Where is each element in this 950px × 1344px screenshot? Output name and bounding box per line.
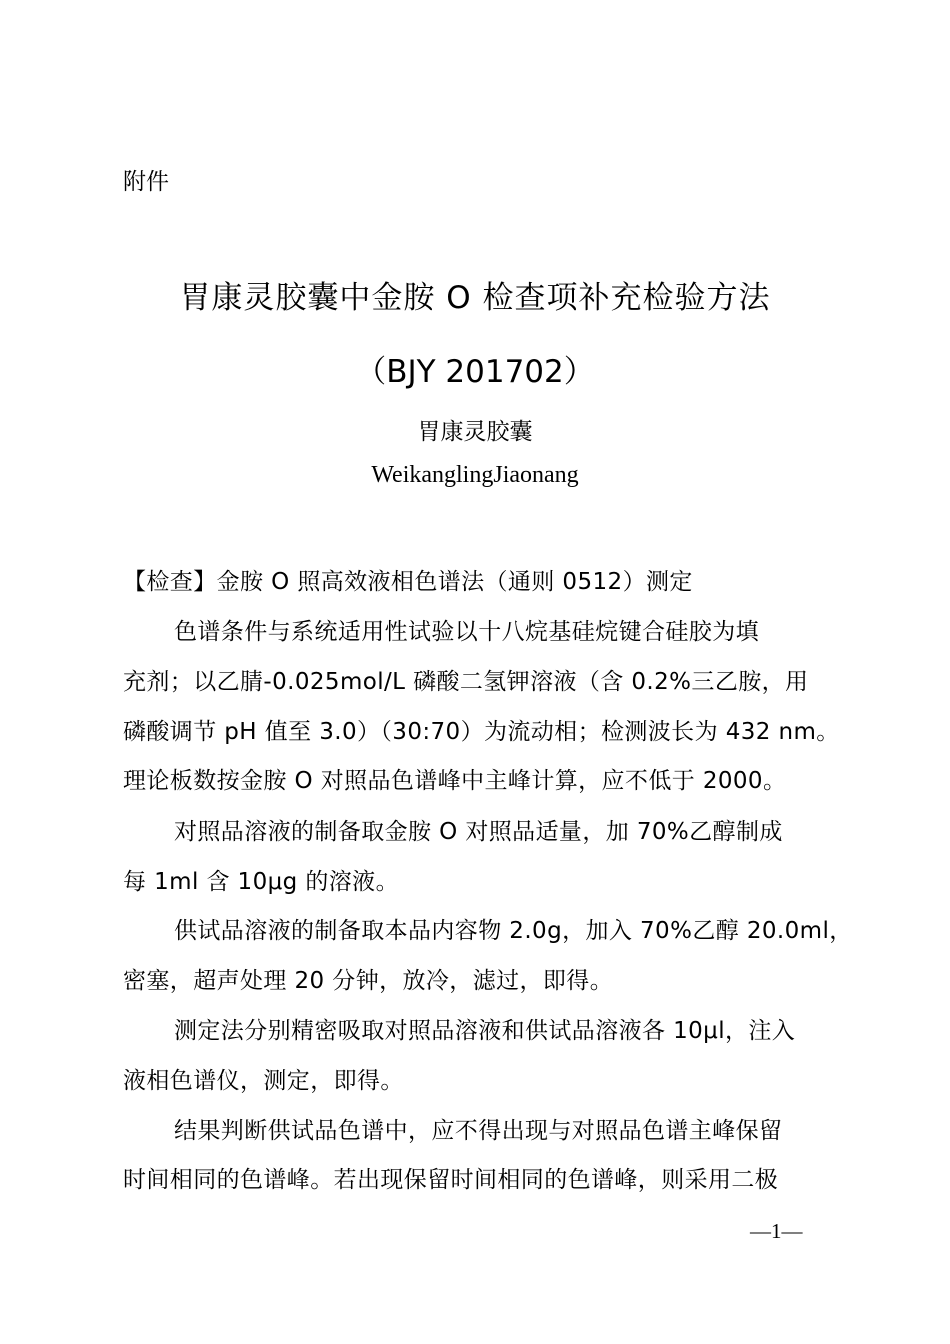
page-number: —1— (750, 1219, 803, 1243)
body-line: 液相色谱仪，测定，即得。 (123, 1068, 404, 1094)
body-line: 供试品溶液的制备取本品内容物 2.0g，加入 70%乙醇 20.0ml， (174, 918, 853, 944)
attachment-label: 附件 (123, 169, 169, 195)
drug-name: 胃康灵胶囊 (417, 419, 533, 445)
body-line-inspection: 【检查】金胺 O 照高效液相色谱法（通则 0512）测定 (123, 569, 693, 595)
document-title: 胃康灵胶囊中金胺 O 检查项补充检验方法 (179, 280, 771, 316)
body-line: 充剂；以乙腈-0.025mol/L 磷酸二氢钾溶液（含 0.2%三乙胺，用 (123, 669, 809, 695)
body-line: 对照品溶液的制备取金胺 O 对照品适量，加 70%乙醇制成 (174, 819, 783, 845)
body-line: 结果判断供试品色谱中，应不得出现与对照品色谱主峰保留 (174, 1118, 783, 1144)
body-line: 测定法分别精密吸取对照品溶液和供试品溶液各 10μl，注入 (174, 1018, 796, 1044)
body-line: 时间相同的色谱峰。若出现保留时间相同的色谱峰，则采用二极 (123, 1167, 779, 1193)
document-code: （BJY 201702） (355, 354, 595, 390)
body-line: 每 1ml 含 10μg 的溶液。 (123, 869, 399, 895)
body-line: 理论板数按金胺 O 对照品色谱峰中主峰计算，应不低于 2000。 (123, 768, 787, 794)
body-line: 密塞，超声处理 20 分钟，放冷，滤过，即得。 (123, 968, 614, 994)
body-line: 磷酸调节 pH 值至 3.0）（30:70）为流动相；检测波长为 432 nm。 (123, 719, 840, 745)
drug-pinyin: WeikanglingJiaonang (371, 462, 579, 488)
body-line: 色谱条件与系统适用性试验以十八烷基硅烷键合硅胶为填 (174, 619, 759, 645)
